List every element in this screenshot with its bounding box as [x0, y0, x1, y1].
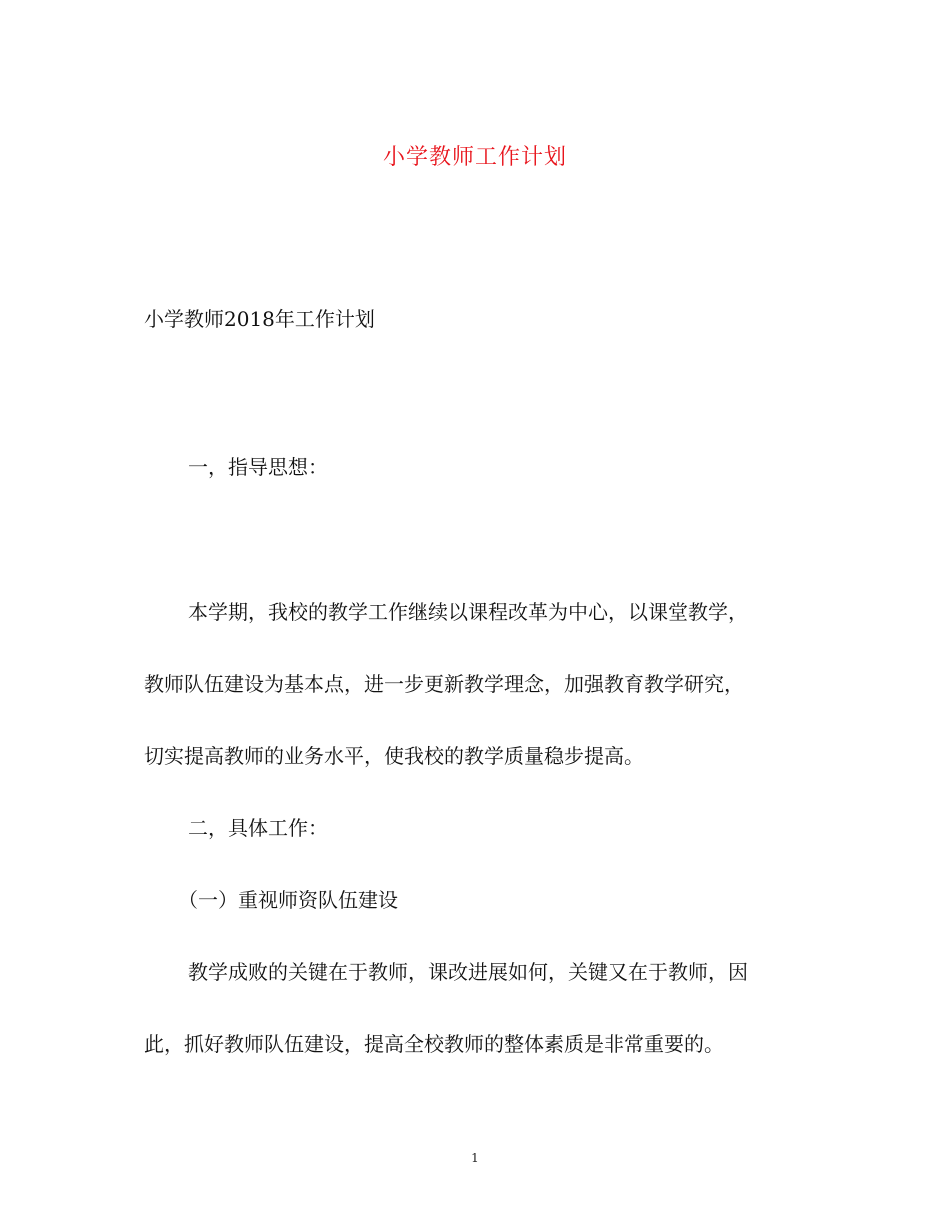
subsection1-heading: （一）重视师资队伍建设 [178, 888, 398, 912]
page-number: 1 [471, 1151, 479, 1165]
section1-heading: 一，指导思想： [188, 455, 328, 479]
section1-paragraph-line: 切实提高教师的业务水平，使我校的教学质量稳步提高。 [144, 744, 644, 768]
subsection1-paragraph-line: 此，抓好教师队伍建设，提高全校教师的整体素质是非常重要的。 [144, 1032, 724, 1056]
document-title: 小学教师工作计划 [382, 145, 567, 170]
subsection1-paragraph-line: 教学成败的关键在于教师，课改进展如何，关键又在于教师，因 [188, 960, 748, 984]
section2-heading: 二，具体工作： [188, 816, 328, 840]
section1-paragraph-line: 本学期，我校的教学工作继续以课程改革为中心，以课堂教学， [188, 600, 748, 624]
document-subtitle: 小学教师2018年工作计划 [144, 307, 375, 331]
section1-paragraph-line: 教师队伍建设为基本点，进一步更新教学理念，加强教育教学研究， [144, 672, 744, 696]
